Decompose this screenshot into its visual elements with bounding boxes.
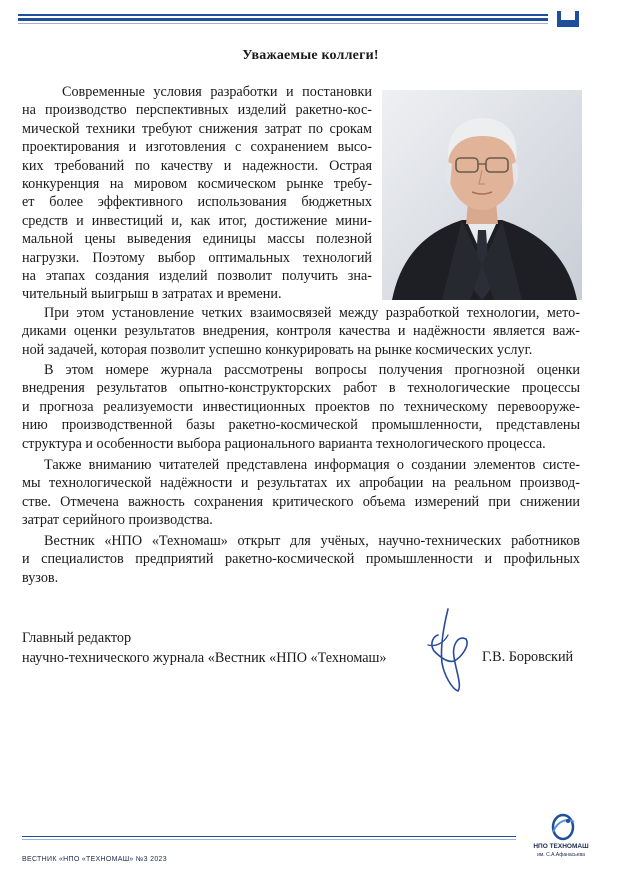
top-decorative-rule (18, 14, 548, 26)
footer-rule (22, 836, 516, 837)
editor-role: Главный редактор (22, 630, 132, 646)
editor-name: Г.В. Боровский (482, 649, 574, 665)
paragraph-invitation: Вестник «НПО «Техномаш» открыт для учёных, научно-технических работников и специалистов предприятий ракетно-космической промышленности и профильных вузов. (22, 533, 580, 586)
paragraph-reliability: Также вниманию читателей представлена информация о создании элементов систе- мы технологической надёжности и результатах их апробации на реальном производ- стве. Отмечена важность сохранения критического объема измерений при снижении затрат серийного производства. (22, 457, 580, 529)
logo-subtitle: им. С.А.Афанасьева (537, 852, 585, 858)
journal-name: научно-технического журнала «Вестник «НПО «Техномаш» (22, 650, 387, 666)
npo-technomash-logo (528, 812, 594, 868)
page-heading: Уважаемые коллеги! (242, 48, 379, 63)
orbit-logo-icon (550, 812, 576, 842)
editor-portrait-photo (382, 90, 582, 300)
footer-rule-light (22, 839, 516, 840)
logo-name: НПО ТЕХНОМАШ (533, 843, 589, 850)
paragraph-issue-topics: В этом номере журнала рассмотрены вопросы получения прогнозной оценки внедрения результатов опытно-конструкторских работ в технологические процессы и прогноза реализуемости инвестиционных проектов по техническому перевооруже- нию производственной базы ракетно-космической промышленности, представлены структура и особенности выбора рационального варианта технологического процесса. (22, 362, 580, 452)
crown-bracket-icon (555, 9, 581, 29)
handwritten-signature (418, 605, 478, 693)
editor-signature-block (22, 628, 387, 668)
paragraph-intro: Современные условия разработки и постановки на производство перспективных изделий ракетно-кос- мической техники требуют снижения затрат по срокам проектирования и изготовления с сохранением высо- ких требований по качеству и надежности. Острая конкуренция на мировом космическом рынке требу- ет более эффективного использования бюджетных средств и инвестиций и, как итог, достижение мини- мальной цены выведения единицы массы полезной нагрузки. Поэтому выбор оптимальных технологий на этапах создания изделий позволит получить зна- чительный выигрыш в затратах и времени. (22, 84, 372, 303)
paragraph-relationships: При этом установление четких взаимосвязей между разработкой технологии, мето- диками оценки результатов внедрения, контроля качества и надёжности является важ- ной задачей, которая позволит успешно конкурировать на рынке космических услуг. (22, 305, 580, 358)
footer-journal-issue: ВЕСТНИК «НПО «ТЕХНОМАШ» №3 2023 (22, 856, 167, 863)
